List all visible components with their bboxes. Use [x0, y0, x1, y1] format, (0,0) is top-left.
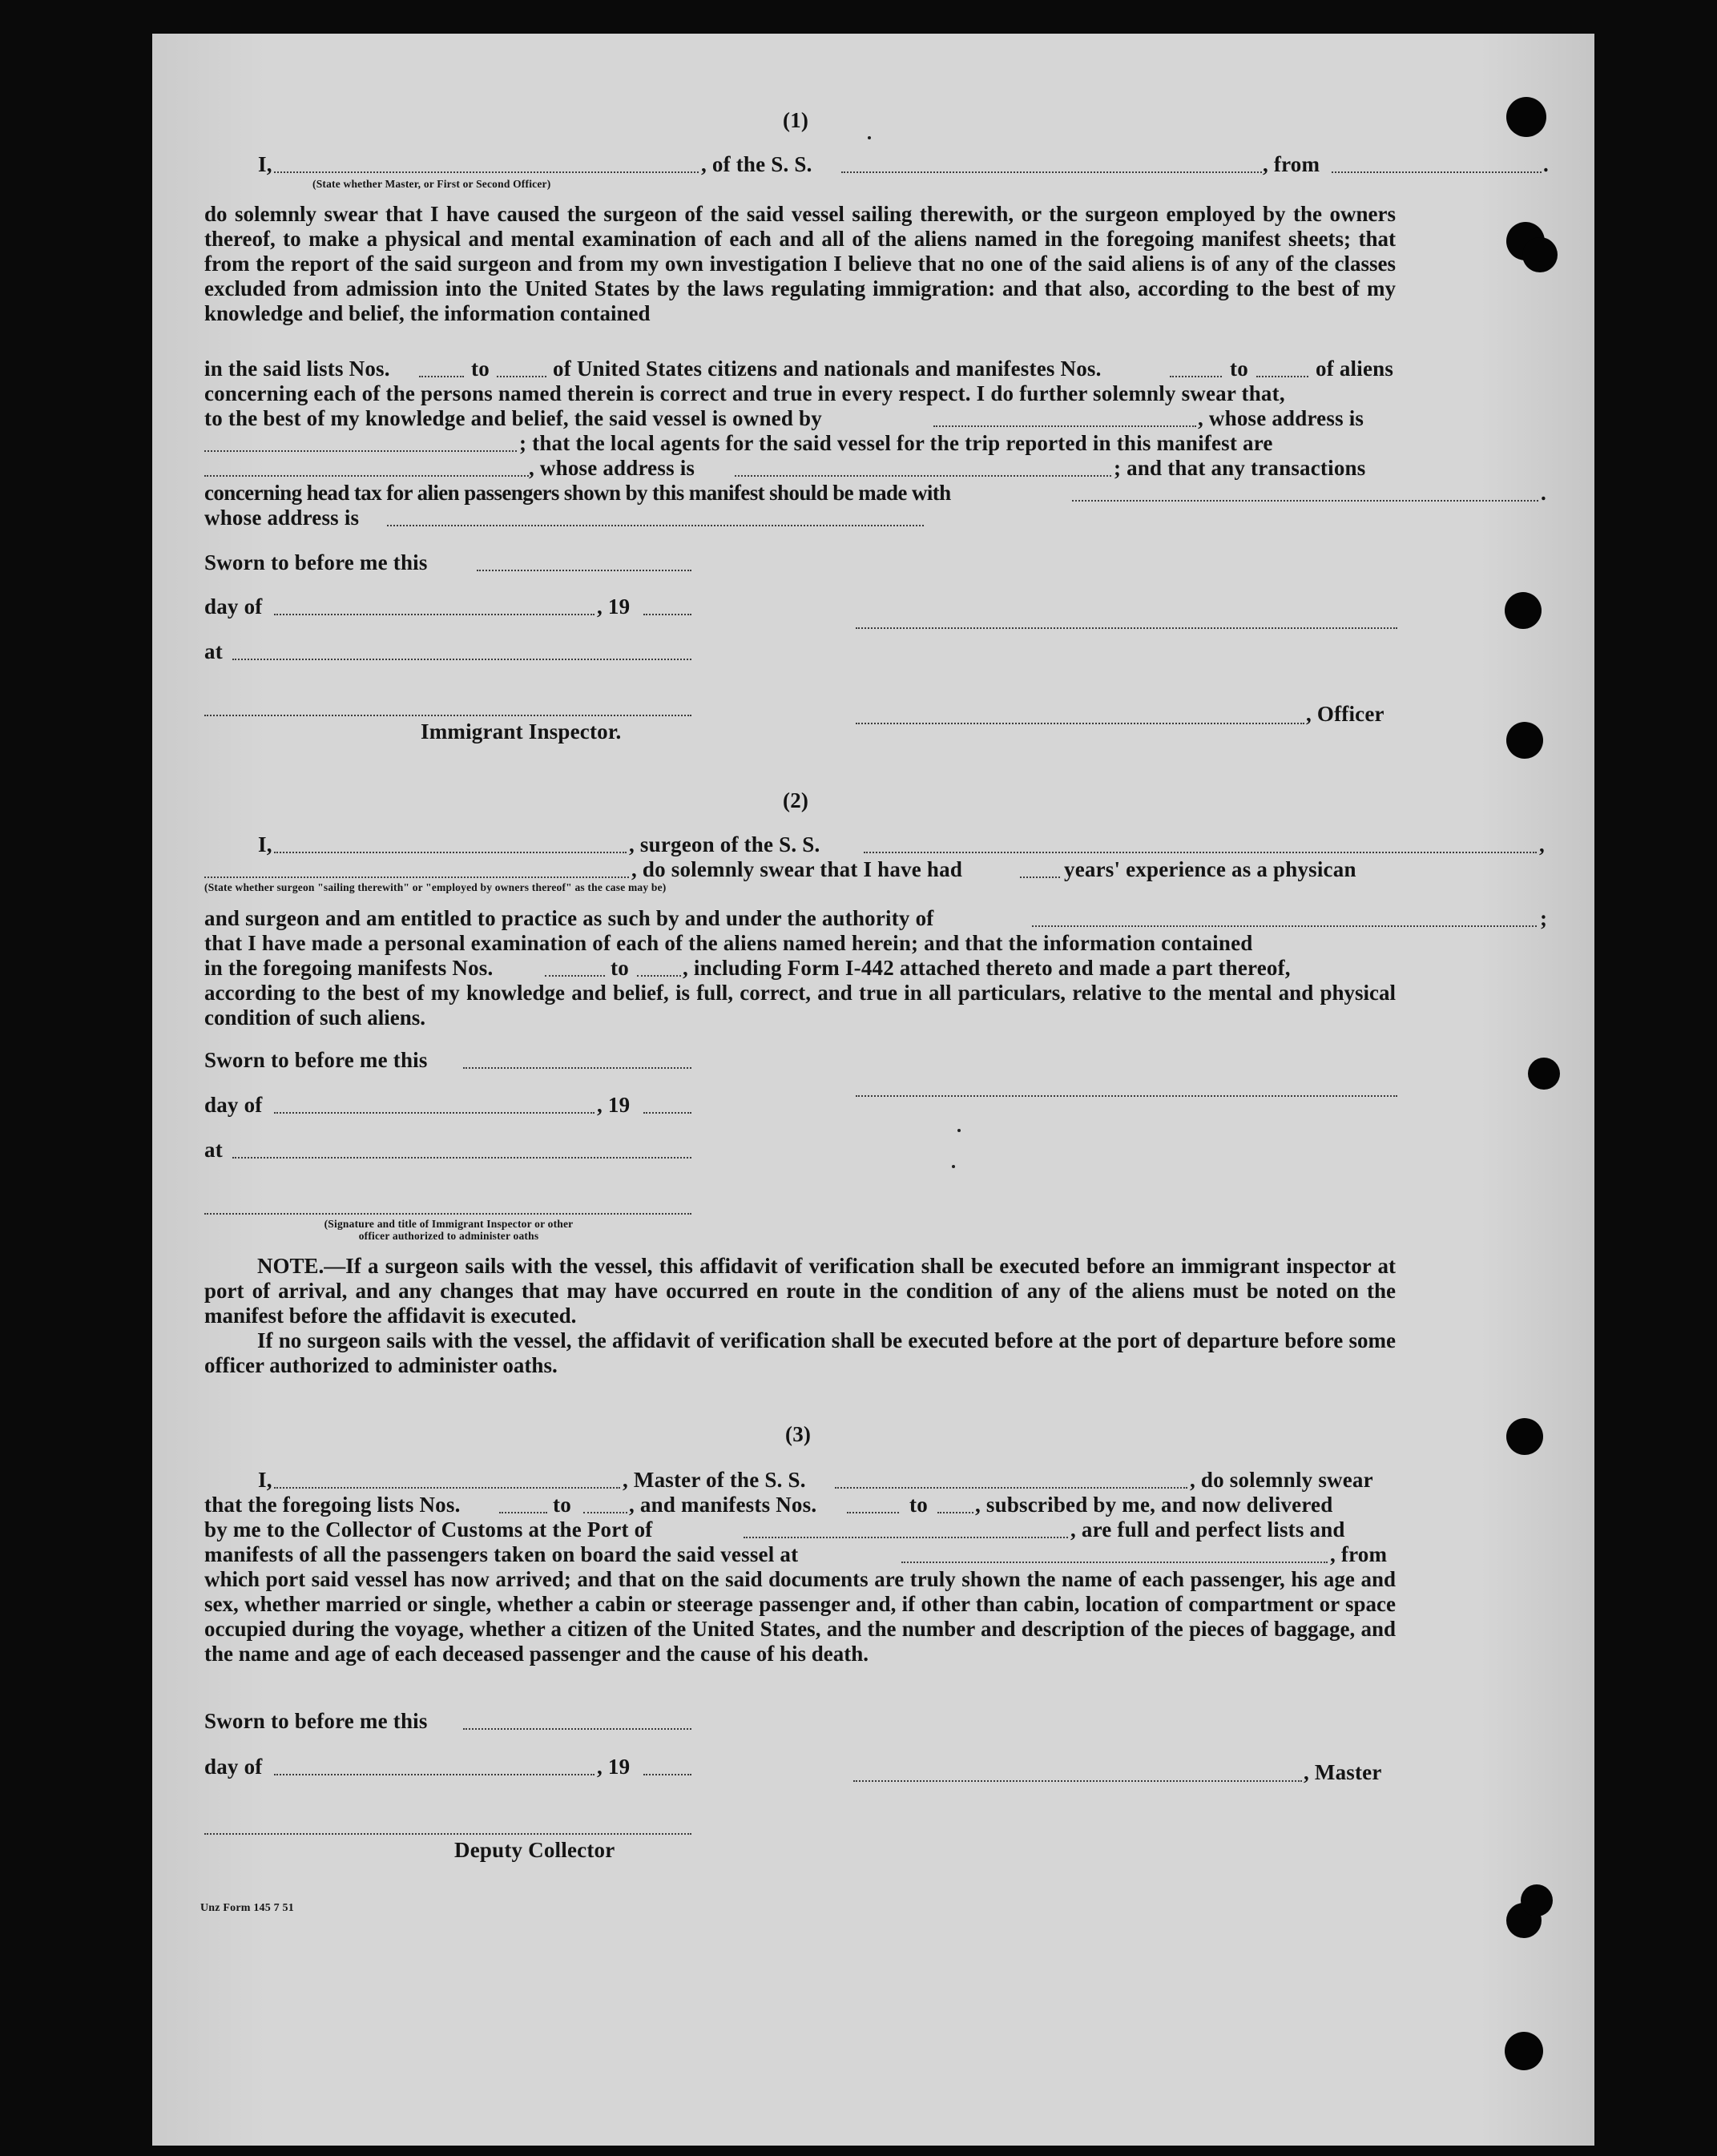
- s1-manifests-to: to: [1230, 357, 1248, 381]
- s1-sworn-label: Sworn to before me this: [204, 550, 428, 574]
- note-block: [204, 1254, 1396, 1378]
- s1-owner-address-label: , whose address is: [1198, 406, 1364, 430]
- s1-headtax-label: concerning head tax for alien passengers shown by this manifest should be made with: [204, 481, 951, 505]
- s2-sig-caption-2: officer authorized to administer oaths: [358, 1230, 539, 1242]
- s1-officer-name-field[interactable]: [274, 171, 699, 173]
- s1-owned-label: to the best of my knowledge and belief, the said vessel is owned by: [204, 406, 822, 430]
- s3-sworn-field[interactable]: [463, 1728, 691, 1730]
- punch-hole: [1521, 1884, 1553, 1916]
- s1-sworn-field[interactable]: [477, 570, 691, 571]
- s3-deputy-signature-line[interactable]: [204, 1833, 691, 1835]
- s1-headtax-address-label: whose address is: [204, 506, 360, 530]
- s2-manifests-to: to: [611, 956, 629, 980]
- s1-lists-to: to: [471, 357, 490, 381]
- s3-manifests-label: , and manifests Nos.: [629, 1493, 817, 1517]
- s3-lists-label: that the foregoing lists Nos.: [204, 1493, 461, 1517]
- s2-manifests-label: in the foregoing manifests Nos.: [204, 956, 494, 980]
- s3-body: which port said vessel has now arrived; and that on the said documents are truly shown the name of each passenger, his age and sex, whether married or single, whether a cabin or steerage passenger and, if other than cabin, location of compartment or space occupied during the voyage, whether a citizen of the United States, and the number and description of the pieces of baggage, and the name and age of each deceased passenger and the cause of his death.: [204, 1567, 1396, 1666]
- s2-day-of-label: day of: [204, 1093, 263, 1117]
- s1-body-continued: concerning each of the persons named therein is correct and true in every respect. I do further solemnly swear that,: [204, 381, 1285, 405]
- s1-day-of-label: day of: [204, 594, 263, 619]
- s2-sworn-label: Sworn to before me this: [204, 1048, 428, 1072]
- s1-day-field[interactable]: [274, 614, 595, 615]
- s1-of-ss-label: , of the S. S.: [701, 152, 812, 176]
- s1-agents-label: ; that the local agents for the said vessel for the trip reported in this manifest are: [519, 431, 1273, 455]
- s3-manifests-to: to: [909, 1493, 928, 1517]
- note-paragraph-2: If no surgeon sails with the vessel, the affidavit of verification shall be executed before at the port of departure before some officer authorized to administer oaths.: [204, 1328, 1396, 1377]
- s1-vessel-field[interactable]: [841, 171, 1262, 173]
- s3-taken-port-field[interactable]: [901, 1562, 1328, 1563]
- s2-day-field[interactable]: [274, 1112, 595, 1114]
- s1-lists-to-field[interactable]: [497, 376, 546, 377]
- s3-master-label: , Master: [1304, 1760, 1382, 1784]
- s2-comma: ,: [1539, 832, 1545, 856]
- s3-lists-to: to: [553, 1493, 571, 1517]
- s2-vessel-field[interactable]: [864, 852, 1537, 853]
- s1-agents-field[interactable]: [204, 475, 529, 477]
- s2-sig-caption-1: (Signature and title of Immigrant Inspector or other: [324, 1218, 574, 1230]
- s1-manifests-to-field[interactable]: [1256, 376, 1308, 377]
- s1-period: .: [1543, 152, 1549, 176]
- s3-lists-from-field[interactable]: [499, 1512, 547, 1513]
- s3-port-field[interactable]: [744, 1537, 1068, 1538]
- s1-headtax-field[interactable]: [1072, 500, 1538, 502]
- s3-lists-to-field[interactable]: [583, 1512, 627, 1513]
- s3-taken-label: manifests of all the passengers taken on board the said vessel at: [204, 1542, 799, 1566]
- s3-year-label: , 19: [597, 1755, 631, 1779]
- s2-year-field[interactable]: [643, 1112, 691, 1114]
- speck: [868, 136, 871, 139]
- s2-sworn-field[interactable]: [463, 1067, 691, 1069]
- s1-at-label: at: [204, 639, 223, 663]
- s1-inspector-signature-line[interactable]: [204, 715, 691, 716]
- s1-owner-address-field[interactable]: [204, 450, 517, 452]
- punch-hole: [1522, 237, 1558, 272]
- s3-i-label: I,: [258, 1468, 272, 1492]
- s3-deputy-label: Deputy Collector: [454, 1838, 615, 1862]
- s1-year-label: , 19: [597, 594, 631, 619]
- s3-from-label: , from: [1330, 1542, 1388, 1566]
- s2-surgeon-type-caption: (State whether surgeon "sailing therewith" or "employed by owners thereof" as the case may be): [204, 881, 667, 893]
- s2-at-label: at: [204, 1138, 223, 1162]
- s1-headtax-period: .: [1541, 481, 1546, 505]
- s2-swear-label: , do solemnly swear that I have had: [631, 857, 963, 881]
- s2-surgeon-name-field[interactable]: [274, 852, 627, 853]
- section-3-number: (3): [785, 1422, 812, 1446]
- s1-at-field[interactable]: [232, 659, 691, 660]
- s2-form-label: , including Form I-442 attached thereto and made a part thereof,: [683, 956, 1291, 980]
- s1-officer-field[interactable]: [856, 723, 1304, 724]
- s3-day-field[interactable]: [274, 1774, 595, 1775]
- s2-i-label: I,: [258, 832, 272, 856]
- s1-headtax-address-field[interactable]: [387, 525, 924, 526]
- s1-agents-address-label: , whose address is: [529, 456, 695, 480]
- s2-manifests-to-field[interactable]: [637, 975, 681, 977]
- s3-manifests-from-field[interactable]: [847, 1512, 899, 1513]
- s1-from-field[interactable]: [1332, 171, 1542, 173]
- s1-lists-label: in the said lists Nos.: [204, 357, 390, 381]
- s1-inspector-label: Immigrant Inspector.: [421, 719, 622, 744]
- s1-officer-label: , Officer: [1306, 702, 1384, 726]
- s2-years-field[interactable]: [1020, 877, 1060, 878]
- punch-hole: [1506, 722, 1543, 759]
- s3-collector-label: by me to the Collector of Customs at the Port of: [204, 1517, 653, 1541]
- s2-surgeon-of-label: , surgeon of the S. S.: [629, 832, 820, 856]
- note-paragraph-1: NOTE.—If a surgeon sails with the vessel, this affidavit of verification shall be executed before an immigrant inspector at port of arrival, and any changes that may have occurred en route in the condition of any of the aliens must be noted on the manifest before the affidavit is executed.: [204, 1254, 1396, 1328]
- s2-inspector-signature-line[interactable]: [204, 1213, 691, 1215]
- s3-swear-label: , do solemnly swear: [1190, 1468, 1373, 1492]
- s1-signature-line[interactable]: [856, 627, 1397, 629]
- speck: [952, 1165, 955, 1168]
- s2-body-end: according to the best of my knowledge and belief, is full, correct, and true in all particulars, relative to the mental and physical condition of such aliens.: [204, 981, 1396, 1030]
- s1-lists-from-field[interactable]: [419, 376, 464, 377]
- s3-subscribed-label: , subscribed by me, and now delivered: [975, 1493, 1333, 1517]
- s2-year-label: , 19: [597, 1093, 631, 1117]
- s1-manifests-from-field[interactable]: [1170, 376, 1222, 377]
- s1-aliens-label: of aliens: [1316, 357, 1394, 381]
- s1-citizens-label: of United States citizens and nationals and manifestes Nos.: [553, 357, 1102, 381]
- punch-hole: [1506, 1418, 1543, 1455]
- s2-exam-text: that I have made a personal examination of each of the aliens named herein; and that the information contained: [204, 931, 1253, 955]
- s3-year-field[interactable]: [643, 1774, 691, 1775]
- s1-i-label: I,: [258, 152, 272, 176]
- s1-oath-body: do solemnly swear that I have caused the surgeon of the said vessel sailing therewith, or the surgeon employed by the owners thereof, to make a physical and mental examination of each and all of the aliens named in the foregoing manifest sheets; that from the report of the said surgeon and from my own investigation I believe that no one of the said aliens is of any of the classes excluded from admission into the United States by the laws regulating immigration: and that also, according to the best of my knowledge and belief, the information contained: [204, 202, 1396, 325]
- document-page: [152, 34, 1594, 2146]
- section-2-number: (2): [783, 788, 809, 812]
- punch-hole: [1505, 592, 1542, 629]
- s2-at-field[interactable]: [232, 1157, 691, 1159]
- s3-perfect-label: , are full and perfect lists and: [1070, 1517, 1345, 1541]
- speck: [957, 1129, 961, 1132]
- s3-manifests-to-field[interactable]: [937, 1512, 973, 1513]
- s2-signature-line[interactable]: [856, 1095, 1397, 1097]
- punch-hole: [1528, 1058, 1560, 1090]
- s2-experience-label: years' experience as a physican: [1064, 857, 1356, 881]
- punch-hole: [1506, 97, 1546, 137]
- s2-semicolon: ;: [1540, 906, 1548, 930]
- s3-day-of-label: day of: [204, 1755, 263, 1779]
- s2-surgeon-type-field[interactable]: [204, 877, 629, 878]
- s3-sworn-label: Sworn to before me this: [204, 1709, 428, 1733]
- s3-master-of-label: , Master of the S. S.: [623, 1468, 806, 1492]
- s1-transactions-label: ; and that any transactions: [1114, 456, 1366, 480]
- s1-officer-caption: (State whether Master, or First or Second Officer): [312, 178, 551, 190]
- s3-vessel-field[interactable]: [835, 1487, 1187, 1489]
- s1-year-field[interactable]: [643, 614, 691, 615]
- s1-from-label: , from: [1263, 152, 1320, 176]
- s3-master-signature-field[interactable]: [853, 1780, 1302, 1782]
- s1-owner-field[interactable]: [933, 425, 1196, 427]
- section-1-number: (1): [783, 108, 809, 132]
- punch-hole: [1505, 2032, 1543, 2070]
- form-number: Unz Form 145 7 51: [200, 1902, 294, 1914]
- s2-manifests-from-field[interactable]: [545, 975, 605, 977]
- s2-authority-field[interactable]: [1032, 925, 1537, 927]
- s1-agents-address-field[interactable]: [735, 475, 1111, 477]
- s3-master-name-field[interactable]: [274, 1487, 620, 1489]
- s2-practice-label: and surgeon and am entitled to practice as such by and under the authority of: [204, 906, 934, 930]
